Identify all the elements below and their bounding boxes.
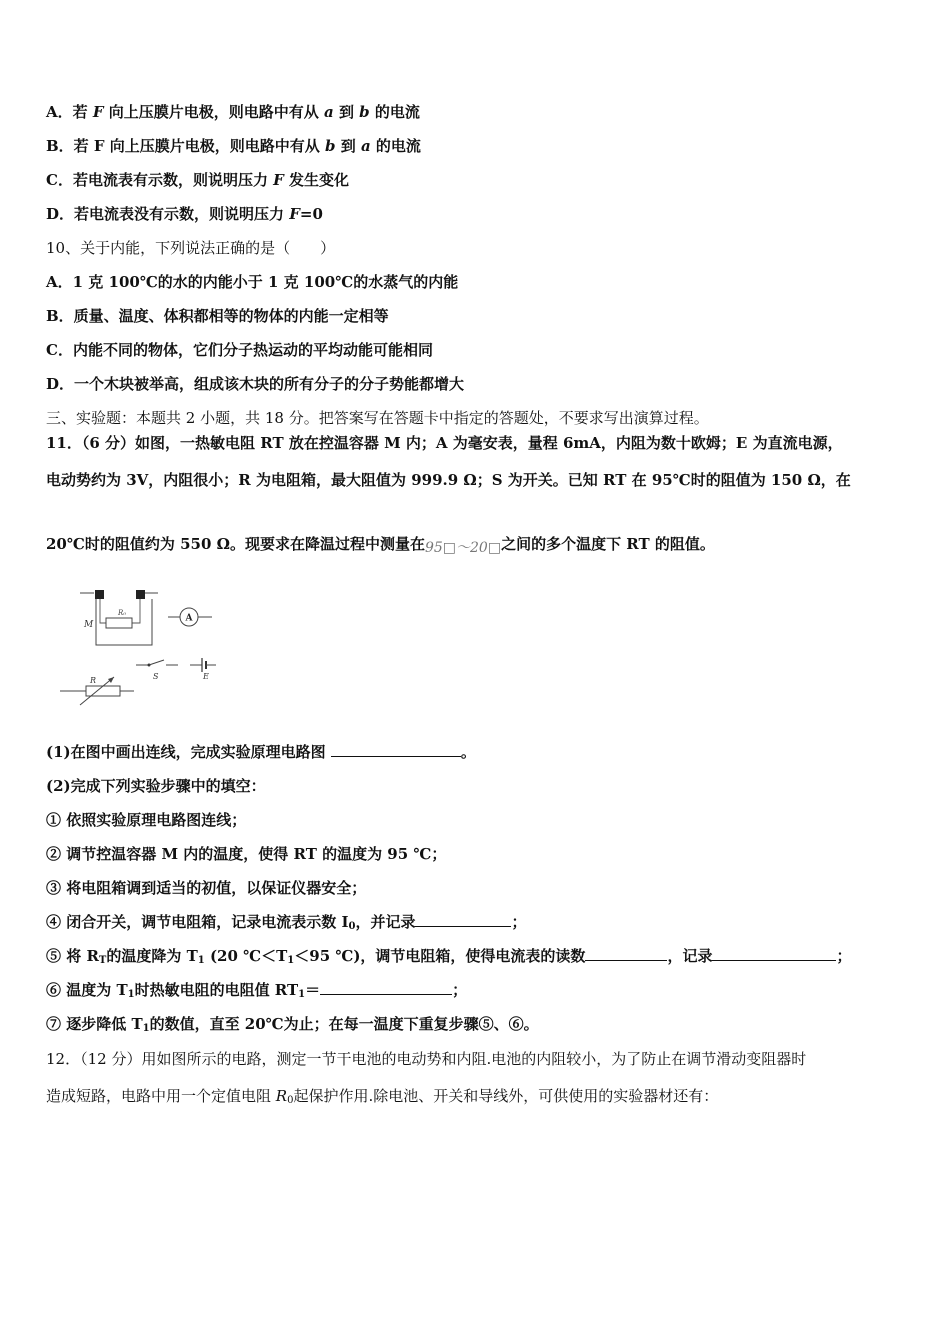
q11-step1: ① 依照实验原理电路图连线；: [46, 811, 247, 829]
q11-step3: ③ 将电阻箱调到适当的初值，以保证仪器安全；: [46, 879, 367, 897]
q11-step7: ⑦ 逐步降低 $T_1$的数值，直至 20℃为止；在每一温度下重复步骤⑤、⑥。: [46, 1015, 539, 1034]
answer-blank-circuit[interactable]: [331, 742, 461, 757]
answer-blank-step5b[interactable]: [712, 946, 836, 961]
q10-stem: 10、关于内能，下列说法正确的是（ ）: [46, 239, 336, 257]
label-a: A: [185, 613, 193, 624]
q11-part1: (1)在图中画出连线，完成实验原理电路图 。: [46, 743, 476, 761]
answer-blank-step5a[interactable]: [585, 946, 667, 961]
circuit-figure: [56, 585, 226, 715]
terminal-left: [95, 590, 104, 599]
section-heading: 三、实验题：本题共 2 小题，共 18 分。把答案写在答题卡中指定的答题处，不要求写出演算过程。: [46, 409, 709, 427]
answer-blank-step4[interactable]: [415, 912, 511, 927]
q11-line3: 20℃时的阻值约为 550 Ω。现要求在降温过程中测量在95□～20□之间的多个温度下 RT 的阻值。: [46, 535, 715, 556]
q9-option-a: A．若 F 向上压膜片电极，则电路中有从 a 到 b 的电流: [46, 103, 420, 121]
q10-option-d: D．一个木块被举高，组成该木块的所有分子的分子势能都增大: [46, 375, 465, 393]
resistance-box-icon: [86, 686, 120, 696]
label-r: R: [90, 676, 97, 685]
q11-step5: ⑤ 将 $R_T$的温度降为 $T_1$ (20 $℃<T_1<95$ ℃)，调节电阻箱，使得电流表的读数 ，记录 ；: [46, 947, 852, 966]
container-m: [96, 599, 152, 645]
q11-part2: (2)完成下列实验步骤中的填空：: [46, 777, 266, 795]
label-e: E: [203, 672, 209, 681]
q11-step6: ⑥ 温度为 $T_1$时热敏电阻的电阻值 $RT_1=$ ；: [46, 981, 468, 1000]
temperature-range-formula: 95□～20□: [424, 540, 502, 556]
q11-step4: ④ 闭合开关，调节电阻箱，记录电流表示数 $I_0$，并记录 ；: [46, 913, 527, 932]
q11-line1: 11．（6 分）如图，一热敏电阻 RT 放在控温容器 M 内；A 为毫安表，量程 6mA，内阻为数十欧姆；E 为直流电源，: [46, 434, 843, 452]
q12-line2: 造成短路，电路中用一个定值电阻 $R_0$起保护作用.除电池、开关和导线外，可供使用的实验器材还有：: [46, 1087, 719, 1106]
q11-line2: 电动势约为 3V，内阻很小；R 为电阻箱，最大阻值为 999.9 Ω；S 为开关。已知 RT 在 95℃时的阻值为 150 Ω，在: [46, 471, 851, 489]
q9-option-b: B．若 F 向上压膜片电极，则电路中有从 b 到 a 的电流: [46, 137, 421, 155]
q12-line1: 12．（12 分）用如图所示的电路，测定一节干电池的电动势和内阻.电池的内阻较小，为了防止在调节滑动变阻器时: [46, 1050, 807, 1068]
answer-blank-step6[interactable]: [320, 980, 452, 995]
label-r0: R₀: [118, 609, 127, 617]
q10-option-a: A．1 克 100℃的水的内能小于 1 克 100℃的水蒸气的内能: [46, 273, 459, 291]
terminal-right: [136, 590, 145, 599]
q11-step2: ② 调节控温容器 M 内的温度，使得 RT 的温度为 95 ℃；: [46, 845, 447, 863]
q9-option-c: C．若电流表有示数，则说明压力 F 发生变化: [46, 171, 350, 189]
q10-option-c: C．内能不同的物体，它们分子热运动的平均动能可能相同: [46, 341, 433, 359]
thermistor-rt: [106, 618, 132, 628]
q9-option-d: D．若电流表没有示数，则说明压力 F=0: [46, 205, 323, 223]
label-s: S: [153, 672, 159, 681]
switch-icon: [149, 660, 164, 665]
label-m: M: [84, 620, 94, 630]
q10-option-b: B．质量、温度、体积都相等的物体的内能一定相等: [46, 307, 389, 325]
